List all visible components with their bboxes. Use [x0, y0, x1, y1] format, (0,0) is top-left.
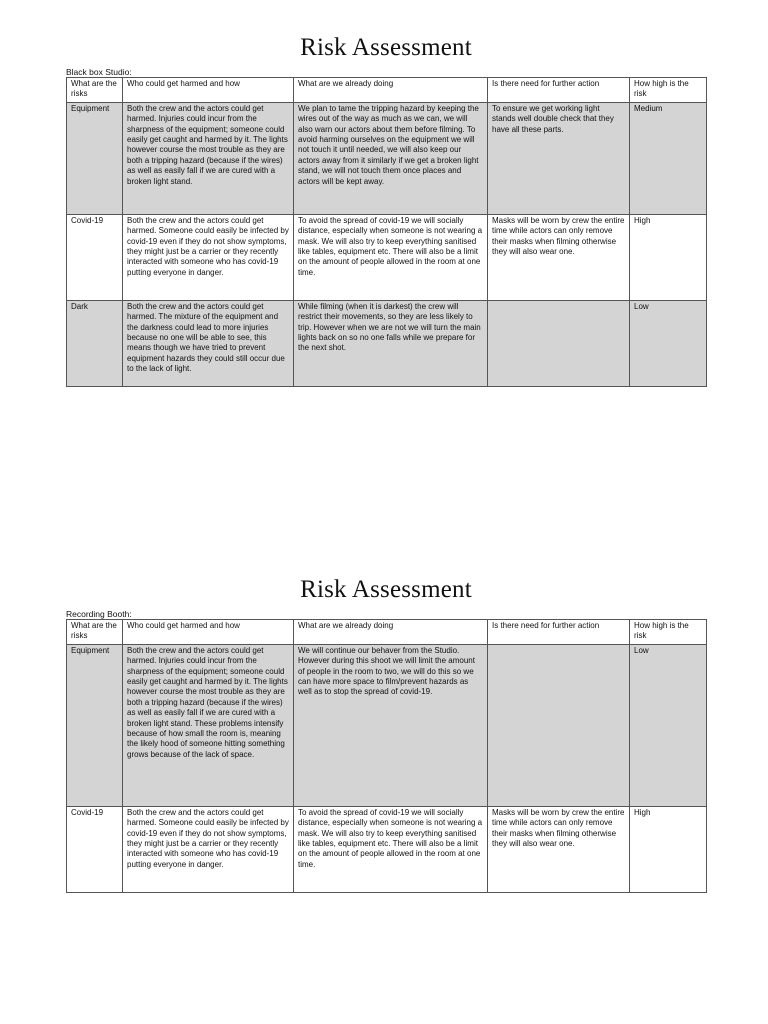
level-cell: High — [630, 806, 707, 892]
header-level: How high is the risk — [630, 620, 707, 645]
risk-assessment-section-1 — [66, 34, 706, 387]
risk-table — [66, 619, 707, 893]
header-level: How high is the risk — [630, 78, 707, 103]
doing-cell: To avoid the spread of covid-19 we will socially distance, especially when someone is not wearing a mask. We will also try to keep everything sanitised like tables, equipment etc. There will also be a limit on the amount of people allowed in the room at one time. — [294, 214, 488, 300]
table-row — [67, 300, 707, 386]
risk-table — [66, 77, 707, 387]
further-cell: To ensure we get working light stands well double check that they have all these parts. — [488, 102, 630, 214]
doing-cell: While filming (when it is darkest) the crew will restrict their movements, so they are less likely to trip. However when we are not we will turn the main lights back on so no one falls while we prepare for the next shot. — [294, 300, 488, 386]
table-row — [67, 102, 707, 214]
risk-cell: Covid-19 — [67, 214, 123, 300]
table-header-row — [67, 78, 707, 103]
who-cell: Both the crew and the actors could get harmed. Injuries could incur from the sharpness of the equipment; someone could easily get caught and harmed by it. The lights however course the most trouble as they are both a tripping hazard (because if the wires) as well as easily fall if we are cured with a broken light stand. These problems intensify because of how small the room is, meaning the likely hood of someone hitting something grows because of the lack of space. — [123, 644, 294, 806]
table-row — [67, 644, 707, 806]
header-doing: What are we already doing — [294, 620, 488, 645]
who-cell: Both the crew and the actors could get harmed. Someone could easily be infected by covid-19 even if they do not show symptoms, they might just be a carrier or they recently interacted with someone who has covid-19 putting everyone in danger. — [123, 214, 294, 300]
further-cell: Masks will be worn by crew the entire time while actors can only remove their masks when filming otherwise they will also wear one. — [488, 214, 630, 300]
risk-cell: Equipment — [67, 102, 123, 214]
who-cell: Both the crew and the actors could get harmed. Someone could easily be infected by covid-19 even if they do not show symptoms, they might just be a carrier or they recently interacted with someone who has covid-19 putting everyone in danger. — [123, 806, 294, 892]
table-row — [67, 806, 707, 892]
further-cell: Masks will be worn by crew the entire time while actors can only remove their masks when filming otherwise they will also wear one. — [488, 806, 630, 892]
location-label: Black box Studio: — [66, 67, 132, 77]
header-risks: What are the risks — [67, 78, 123, 103]
who-cell: Both the crew and the actors could get harmed. The mixture of the equipment and the darkness could lead to more injuries because no one will be able to see, this means though we have tried to prevent equipment hazards they could still occur due to the lack of light. — [123, 300, 294, 386]
level-cell: Low — [630, 644, 707, 806]
further-cell — [488, 644, 630, 806]
header-further: Is there need for further action — [488, 620, 630, 645]
doing-cell: We will continue our behaver from the Studio. However during this shoot we will limit the amount of people in the room to two, we will do this so we can have more space to film/prevent hazards as well as to stop the spread of covid-19. — [294, 644, 488, 806]
table-row — [67, 214, 707, 300]
location-label: Recording Booth: — [66, 609, 132, 619]
level-cell: High — [630, 214, 707, 300]
table-header-row — [67, 620, 707, 645]
level-cell: Medium — [630, 102, 707, 214]
header-doing: What are we already doing — [294, 78, 488, 103]
header-who: Who could get harmed and how — [123, 620, 294, 645]
header-further: Is there need for further action — [488, 78, 630, 103]
header-risks: What are the risks — [67, 620, 123, 645]
page-title: Risk Assessment — [300, 34, 472, 61]
risk-cell: Covid-19 — [67, 806, 123, 892]
risk-assessment-section-2 — [66, 576, 706, 893]
header-who: Who could get harmed and how — [123, 78, 294, 103]
doing-cell: To avoid the spread of covid-19 we will socially distance, especially when someone is not wearing a mask. We will also try to keep everything sanitised like tables, equipment etc. There will also be a limit on the amount of people allowed in the room at one time. — [294, 806, 488, 892]
risk-cell: Dark — [67, 300, 123, 386]
doing-cell: We plan to tame the tripping hazard by keeping the wires out of the way as much as we can, we will also warn our actors about them before filming. To avoid harming ourselves on the equipment we will not touch it until needed, we will also keep our actors away from it similarly if we get a broken light stand, we will not touch them once places and actors will be kept away. — [294, 102, 488, 214]
page-title: Risk Assessment — [300, 576, 472, 603]
level-cell: Low — [630, 300, 707, 386]
who-cell: Both the crew and the actors could get harmed. Injuries could incur from the sharpness of the equipment; someone could easily get caught and harmed by it. The lights however course the most trouble as they are both a tripping hazard (because if the wires) as well as easily fall if we are cured with a broken light stand. — [123, 102, 294, 214]
risk-cell: Equipment — [67, 644, 123, 806]
further-cell — [488, 300, 630, 386]
